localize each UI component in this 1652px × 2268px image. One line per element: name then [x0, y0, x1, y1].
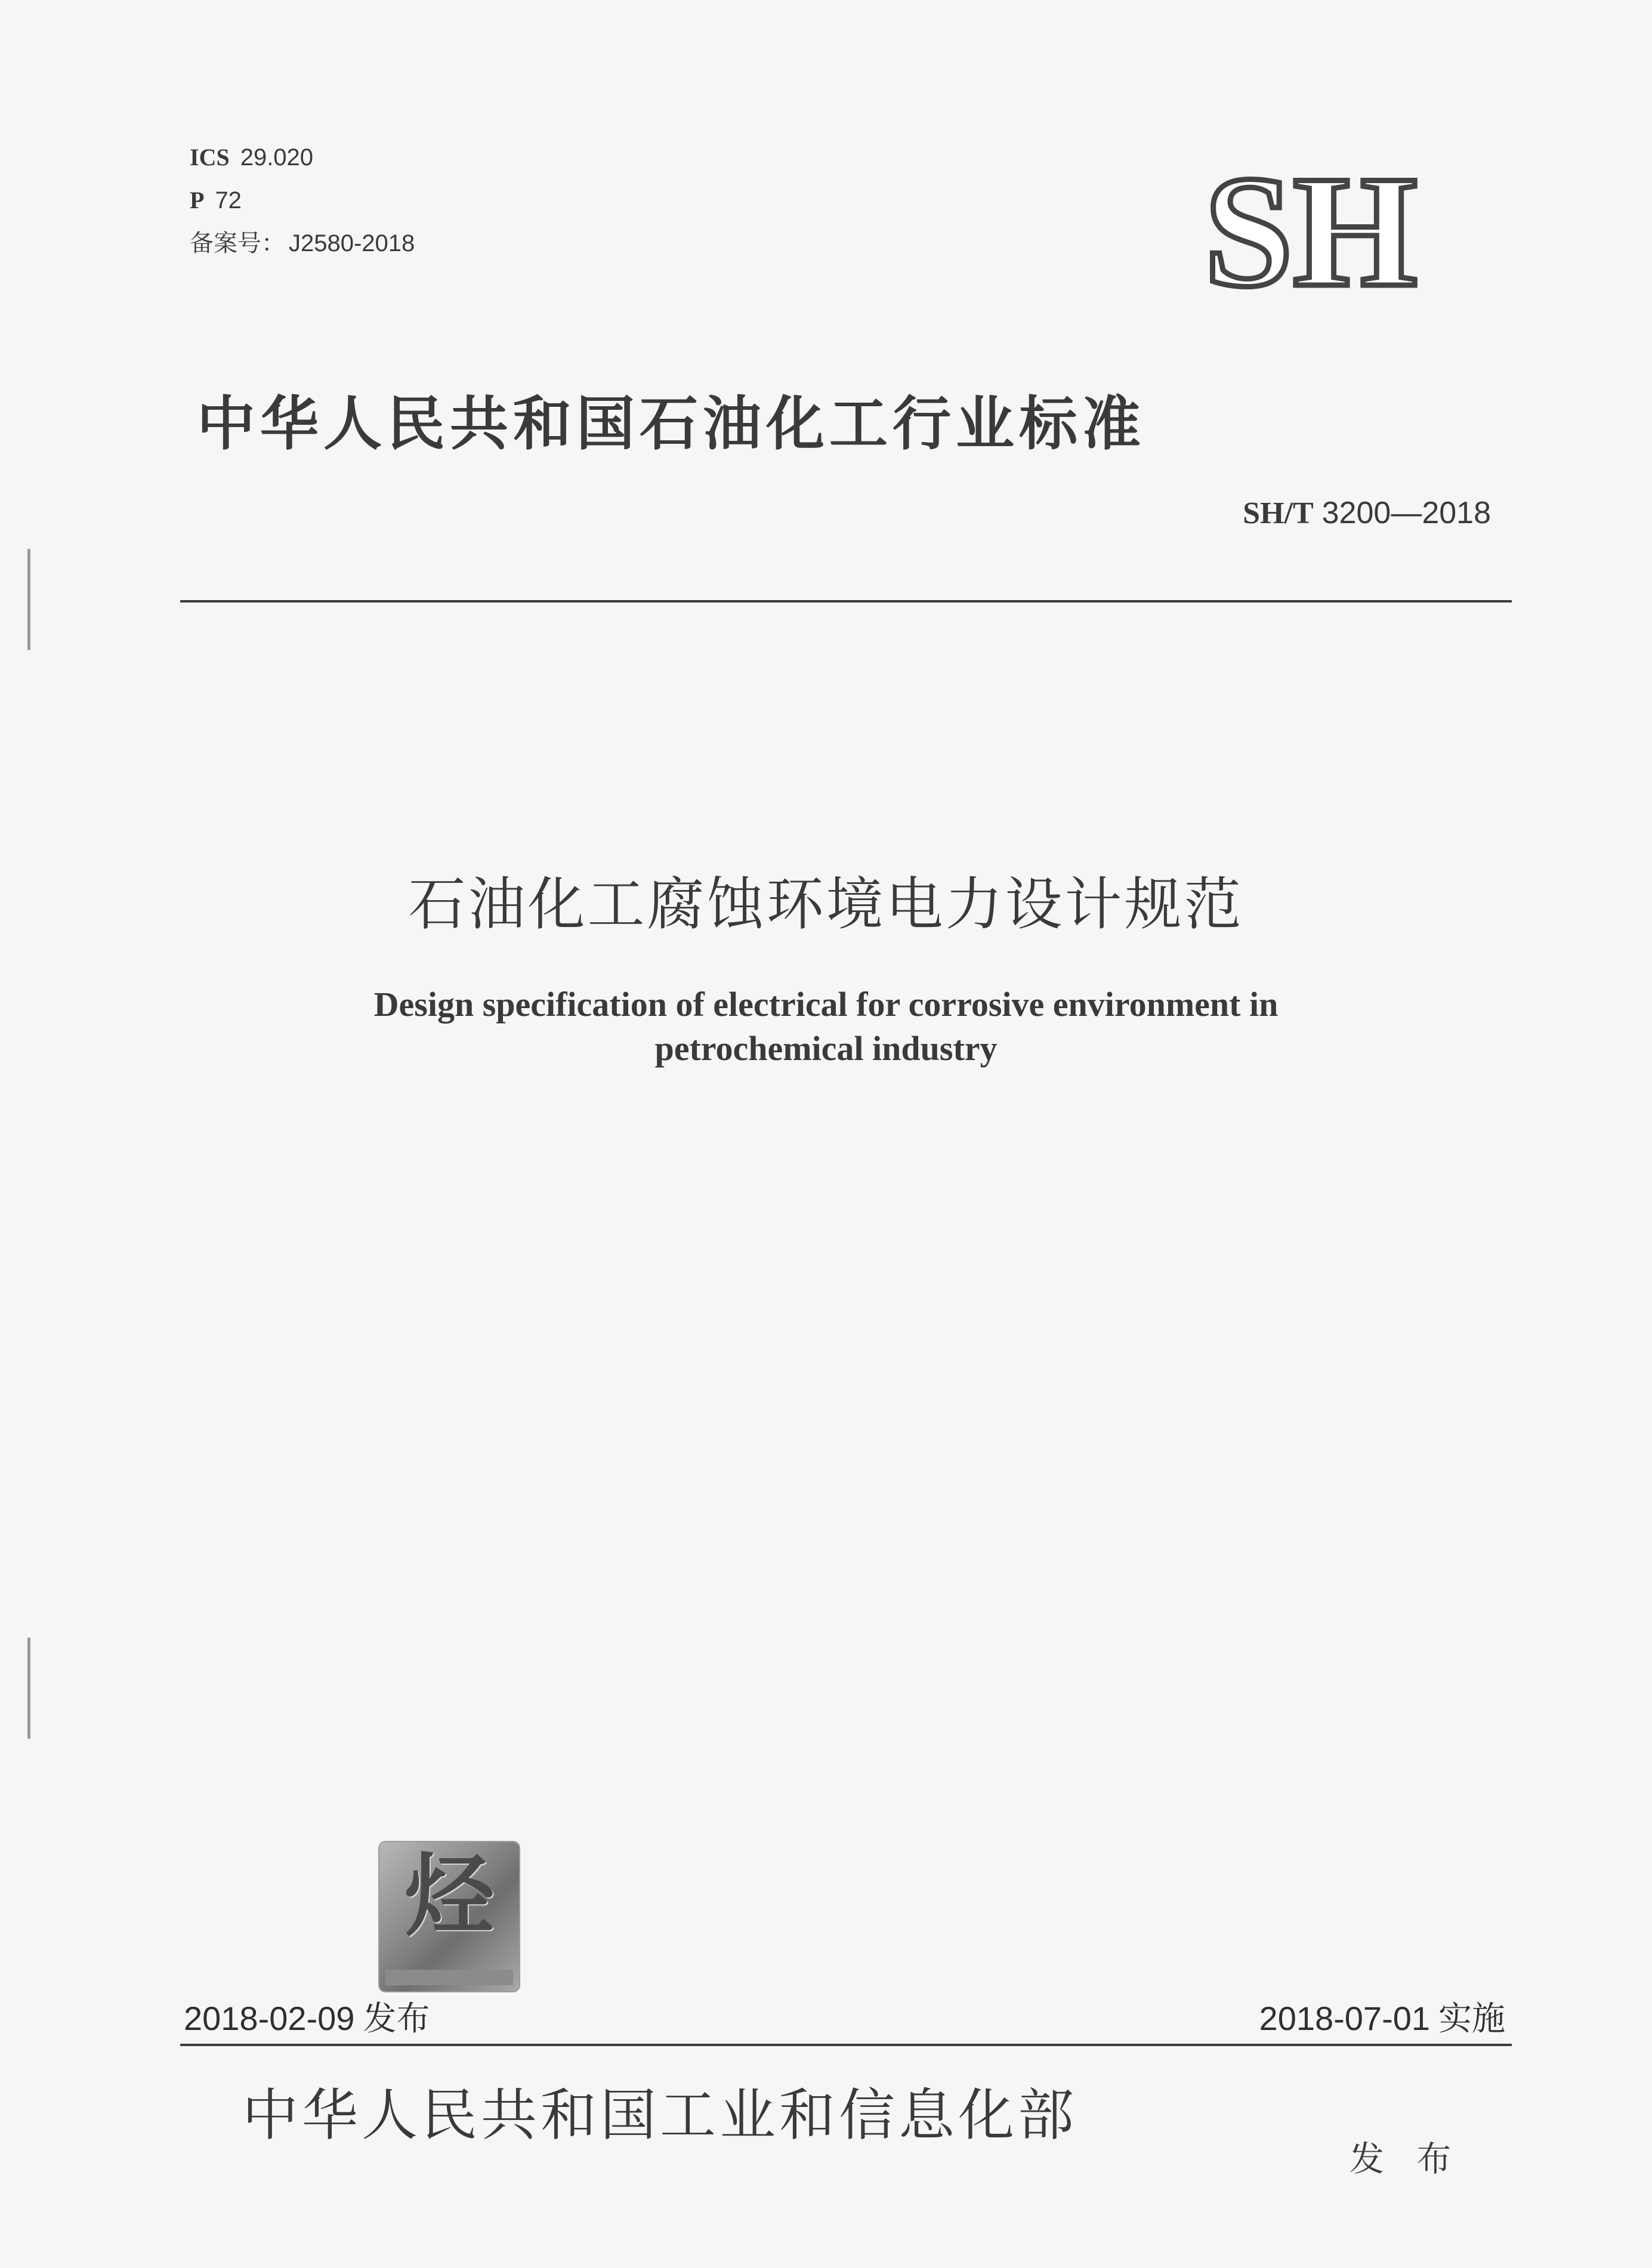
- publisher-name: 中华人民共和国工业和信息化部: [242, 2083, 1078, 2148]
- header-divider: [180, 600, 1512, 602]
- sh-logo: [1148, 161, 1474, 304]
- industry-standard-heading: 中华人民共和国石油化工行业标准: [197, 390, 1146, 458]
- record-value: J2580-2018: [289, 230, 415, 257]
- hologram-glyph: 烃: [404, 1844, 494, 1948]
- ics-code: [190, 146, 313, 169]
- sh-logo-text: SH: [1204, 161, 1418, 304]
- ccs-code: [190, 189, 242, 212]
- document-title-en-line1: Design specification of electrical for corrosive environment in: [373, 985, 1279, 1024]
- ics-value: 29.020: [240, 144, 314, 171]
- document-title-cn: 石油化工腐蚀环境电力设计规范: [408, 871, 1244, 938]
- ics-label: ICS: [190, 144, 230, 171]
- binding-mark-bottom: [27, 1637, 30, 1739]
- record-label: 备案号：: [190, 230, 285, 257]
- implementation-date-value: 2018-07-01: [1259, 2000, 1430, 2037]
- document-title-en-line2: petrochemical industry: [654, 1029, 998, 1068]
- hologram-sticker: [379, 1842, 519, 1991]
- ccs-value: 72: [215, 187, 242, 214]
- publish-label: 发 布: [1350, 2139, 1462, 2179]
- implementation-date: [1259, 1992, 1505, 2040]
- footer-divider: [180, 2044, 1512, 2046]
- standard-number: [1243, 495, 1491, 531]
- issue-date: [184, 1992, 430, 2040]
- record-number: [190, 231, 415, 255]
- hologram-label: [385, 1970, 513, 1985]
- issue-label: 发布: [363, 2000, 430, 2038]
- standard-prefix: SH/T: [1243, 496, 1314, 530]
- standard-code: 3200—2018: [1321, 496, 1491, 530]
- issue-date-value: 2018-02-09: [184, 2000, 355, 2037]
- implementation-label: 实施: [1438, 2000, 1505, 2038]
- binding-mark-top: [27, 549, 30, 650]
- ccs-label: P: [190, 187, 205, 214]
